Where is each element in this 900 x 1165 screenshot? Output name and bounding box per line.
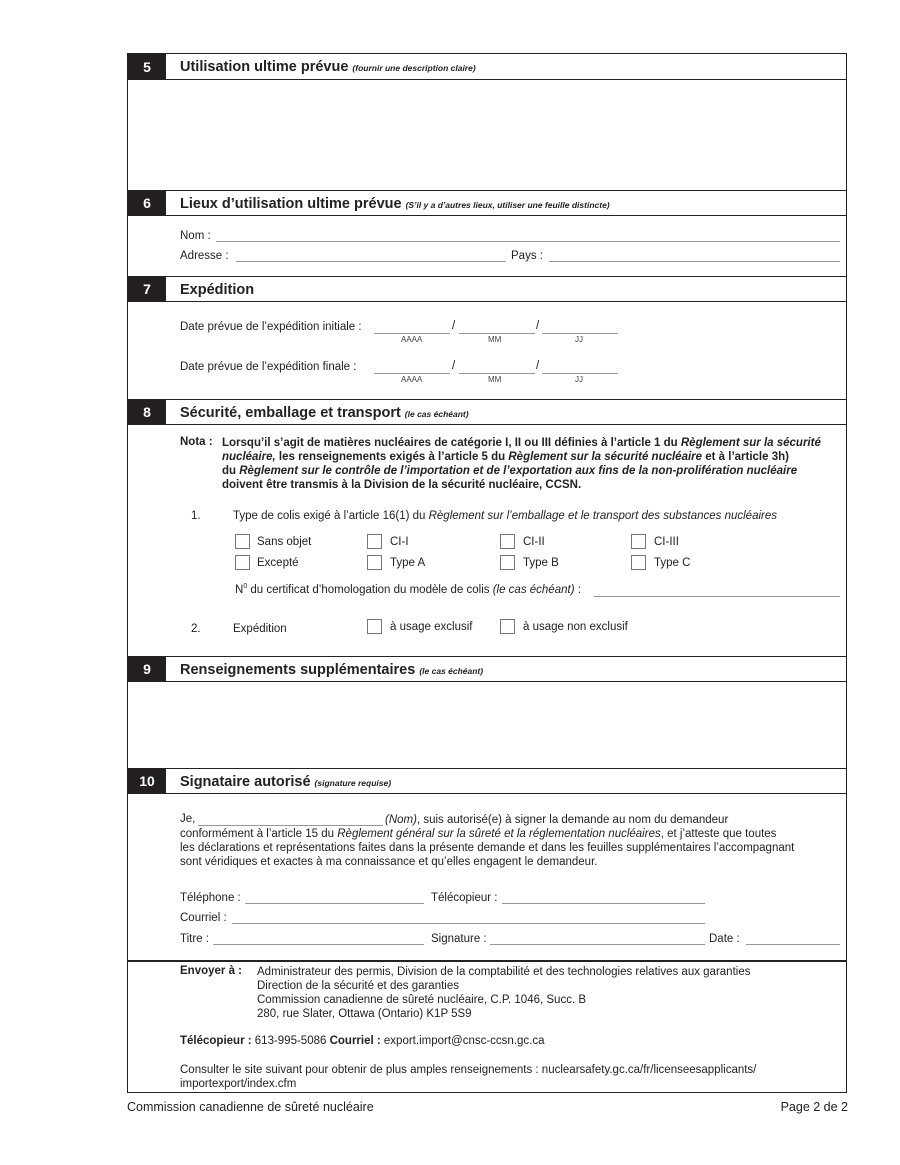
certificat-label: $N^0$ du certificat d’homologation du modèle de colis (le cas échéant) : (235, 583, 581, 596)
certificat-field[interactable] (594, 596, 840, 597)
pays-field[interactable] (549, 261, 840, 262)
courriel-label: Courriel : (180, 912, 227, 924)
item-1-label: Type de colis exigé à l’article 16(1) du Règlement sur l’emballage et le transport des substances nucléaires (233, 510, 777, 522)
section-number: 7 (128, 277, 166, 301)
nom-signataire-field[interactable] (198, 825, 383, 826)
day-caption: JJ (575, 375, 583, 384)
section-number: 10 (128, 769, 166, 793)
declaration-line-1: (Nom), suis autorisé(e) à signer la demande au nom du demandeur (385, 814, 729, 826)
nota-label: Nota : (180, 436, 213, 448)
application-form (127, 53, 847, 1093)
date-separator: / (452, 320, 456, 332)
nom-field[interactable] (216, 241, 840, 242)
adresse-label: Adresse : (180, 250, 229, 262)
item-2-label: Expédition (233, 623, 287, 635)
section-8-header (128, 399, 846, 425)
date-separator: / (452, 360, 456, 372)
item-2-number: 2. (191, 623, 201, 635)
date-initiale-month[interactable] (459, 333, 535, 334)
checkbox-excepte[interactable] (235, 555, 250, 570)
footer-organization: Commission canadienne de sûreté nucléaire (127, 1100, 374, 1114)
date-finale-year[interactable] (374, 373, 450, 374)
nom-label: Nom : (180, 230, 211, 242)
titre-field[interactable] (213, 944, 424, 945)
renseignements-field[interactable] (128, 683, 846, 768)
divider (128, 960, 846, 962)
telephone-label: Téléphone : (180, 892, 241, 904)
date-finale-day[interactable] (542, 373, 618, 374)
end-use-description-field[interactable] (128, 81, 846, 189)
website-info: Consulter le site suivant pour obtenir de plus amples renseignements : nuclearsafety.gc.ca/fr/licenseesapplicants/ importexport/index.cfm (180, 1064, 757, 1090)
signature-field[interactable] (490, 944, 705, 945)
option-label: CI-III (654, 536, 679, 548)
checkbox-ci-ii[interactable] (500, 534, 515, 549)
telephone-field[interactable] (245, 903, 424, 904)
section-7-header (128, 276, 846, 302)
section-title: Sécurité, emballage et transport (le cas échéant) (180, 405, 469, 421)
section-title: Utilisation ultime prévue (fournir une description claire) (180, 59, 476, 75)
section-title: Expédition (180, 282, 255, 298)
date-finale-month[interactable] (459, 373, 535, 374)
signature-label: Signature : (431, 933, 487, 945)
checkbox-type-c[interactable] (631, 555, 646, 570)
checkbox-ci-iii[interactable] (631, 534, 646, 549)
checkbox-usage-non-exclusif[interactable] (500, 619, 515, 634)
year-caption: AAAA (401, 335, 423, 344)
option-label: Sans objet (257, 536, 312, 548)
section-10-header (128, 768, 846, 794)
pays-label: Pays : (511, 250, 543, 262)
option-label: CI-I (390, 536, 409, 548)
date-finale-label: Date prévue de l’expédition finale : (180, 361, 357, 373)
footer-page-number: Page 2 de 2 (780, 1100, 848, 1114)
je-label: Je, (180, 813, 196, 825)
option-label: CI-II (523, 536, 545, 548)
telecopieur-label: Télécopieur : (431, 892, 498, 904)
checkbox-type-b[interactable] (500, 555, 515, 570)
envoyer-label: Envoyer à : (180, 965, 242, 977)
date-initiale-day[interactable] (542, 333, 618, 334)
option-label: Excepté (257, 557, 299, 569)
option-label: Type C (654, 557, 691, 569)
year-caption: AAAA (401, 375, 423, 384)
date-field[interactable] (746, 944, 840, 945)
checkbox-usage-exclusif[interactable] (367, 619, 382, 634)
courriel-field[interactable] (232, 923, 705, 924)
section-9-header (128, 656, 846, 682)
checkbox-ci-i[interactable] (367, 534, 382, 549)
section-title: Lieux d’utilisation ultime prévue (S’il y a d’autres lieux, utiliser une feuille distincte) (180, 196, 610, 212)
telecopieur-field[interactable] (502, 903, 705, 904)
date-label: Date : (709, 933, 740, 945)
section-number: 9 (128, 657, 166, 681)
declaration-text: conformément à l’article 15 du Règlement général sur la sûreté et la réglementation nucléaires, et j’atteste que toutes les déclarations et représentations faites dans la présente demande et dans les feuilles supplémentaires l’accompagnant sont véridiques et exactes à ma connaissance et qu’elles engagent le demandeur. (180, 828, 795, 868)
day-caption: JJ (575, 335, 583, 344)
contact-line: Télécopieur : 613-995-5086 Courriel : export.import@cnsc-ccsn.gc.ca (180, 1035, 545, 1047)
section-5-header (128, 54, 846, 80)
item-1-number: 1. (191, 510, 201, 522)
month-caption: MM (488, 375, 502, 384)
option-label: Type B (523, 557, 559, 569)
section-title: Signataire autorisé (signature requise) (180, 774, 392, 790)
date-initiale-label: Date prévue de l’expédition initiale : (180, 321, 362, 333)
section-number: 5 (128, 54, 166, 79)
month-caption: MM (488, 335, 502, 344)
section-number: 6 (128, 191, 166, 215)
date-separator: / (536, 360, 540, 372)
titre-label: Titre : (180, 933, 209, 945)
date-initiale-year[interactable] (374, 333, 450, 334)
envoyer-address: Administrateur des permis, Division de la comptabilité et des technologies relatives aux garanties Direction de la sécurité et des garanties Commission canadienne de sûreté nucléaire, C.P. 1046, Succ. B 280, rue Slater, Ottawa (Ontario) K1P 5S9 (257, 966, 751, 1020)
section-number: 8 (128, 400, 166, 424)
section-title: Renseignements supplémentaires (le cas échéant) (180, 662, 484, 678)
checkbox-type-a[interactable] (367, 555, 382, 570)
option-label: à usage non exclusif (523, 621, 628, 633)
date-separator: / (536, 320, 540, 332)
option-label: Type A (390, 557, 426, 569)
section-6-header (128, 190, 846, 216)
checkbox-sans-objet[interactable] (235, 534, 250, 549)
nota-text: Lorsqu’il s’agit de matières nucléaires de catégorie I, II ou III définies à l’article 1 du Règlement sur la sécurité nucléaire, les renseignements exigés à l’article 5 du Règlement sur la sécurité nucléaire et à l’article 3h) du Règlement sur le contrôle de l’importation et de l’exportation aux fins de la non-prolifération nucléaire doivent être transmis à la Division de la sécurité nucléaire, CCSN. (222, 437, 821, 491)
adresse-field[interactable] (236, 261, 506, 262)
option-label: à usage exclusif (390, 621, 473, 633)
